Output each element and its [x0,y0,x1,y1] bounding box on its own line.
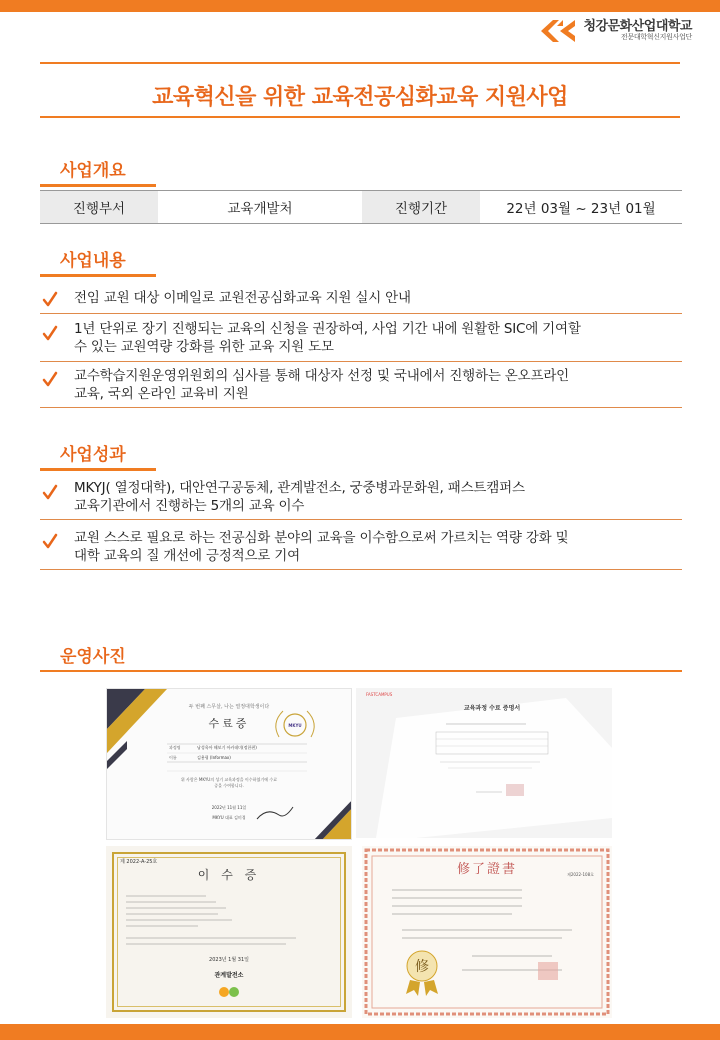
check-icon [42,371,58,387]
check-icon [42,325,58,341]
check-icon [42,484,58,500]
results-item-text [74,479,674,515]
content-item-line: 수 있는 교원역량 강화를 위한 교육 지원 도모 [74,339,334,355]
content-item [40,362,682,408]
content-underline [40,274,156,277]
content-item [40,314,682,362]
results-item [40,474,682,520]
top-accent-bar [0,0,720,12]
results-item-text [74,529,674,565]
logo-ck-icon [539,18,577,44]
results-item-line: MKYJ( 열정대학), 대안연구공동체, 관계발전소, 궁중병과문화원, 패스트캠퍼스 [74,480,525,496]
dept-value: 교육개발처 [227,201,293,217]
relation-date: 2023년 1월 31일 [209,957,249,963]
title-bottom-rule [40,116,680,118]
relation-text-lines [106,846,352,1018]
content-item-line: 1년 단위로 장기 진행되는 교육의 신청을 권장하여, 사업 기간 내에 원활한 SIC에 기여할 [74,321,581,337]
bottom-accent-bar [0,1024,720,1040]
mkyu-badge: MKYU [288,723,302,728]
results-item-line: 대학 교육의 질 개선에 긍정적으로 기여 [74,548,300,564]
logo-subtitle: 전문대학혁신지원사업단 [620,33,692,42]
photo-certificate-hanja [362,846,612,1018]
relation-title: 이 수 증 [197,868,261,882]
photos-heading: 운영사진 [60,647,126,667]
hanja-title: 修了證書 [456,862,517,877]
mkyu-course-label: 과정명 [169,745,181,750]
mkyu-issuer: MKYU 대표 김미경 [212,815,246,820]
results-item-line: 교원 스스로 필요로 하는 전공심화 분야의 교육을 이수함으로써 가르치는 역량 강화 및 [74,530,569,546]
results-underline [40,468,156,471]
results-item-line: 교육기관에서 진행하는 5개의 교육 이수 [74,498,305,514]
content-item-line: 교육, 국외 온라인 교육비 지원 [74,386,249,402]
mkyu-body: 위 사람은 MKYU의 성기 교육과정을 이수하였기에 수료증을 수여합니다. [180,777,278,788]
title-top-rule [40,62,680,64]
mkyu-name-label: 이름 [169,755,177,760]
overview-table [40,190,682,224]
mkyu-course-value: 남성육아 해보기 아카데미(정한편) [197,745,257,750]
dept-label: 진행부서 [40,191,158,223]
fastcampus-title: 교육과정 수료 증명서 [463,705,521,712]
page-title: 교육혁신을 위한 교육전공심화교육 지원사업 [152,85,568,110]
hanja-number: 제2022-108호 [567,872,594,877]
check-icon [42,291,58,307]
content-heading: 사업내용 [60,251,126,271]
overview-underline [40,184,156,187]
relation-issuer: 관계발전소 [214,972,244,979]
mkyu-name-value: 김용평 (Informax) [197,755,231,760]
results-heading: 사업성과 [60,445,126,465]
results-item [40,520,682,570]
relation-number: 제 2022-A-25호 [120,859,158,865]
hanja-seal: 修 [415,959,429,975]
photo-certificate-mkyu [106,688,352,840]
period-value: 22년 03월 ~ 23년 01월 [506,201,656,217]
content-item-text [74,367,674,403]
photo-certificate-fastcampus [356,688,612,838]
university-logo [539,18,692,44]
content-item-line: 교수학습지원운영위원회의 심사를 통해 대상자 선정 및 국내에서 진행하는 온오프라인 [74,368,570,384]
fastcampus-brand: FASTCAMPUS [366,692,393,697]
check-icon [42,533,58,549]
mkyu-title: 수료증 [208,717,250,730]
overview-heading: 사업개요 [60,161,126,181]
content-item [40,284,682,314]
photo-certificate-relationship [106,846,352,1018]
mkyu-top-text: 두 번째 스무살, 나는 열정대학생이다 [188,704,270,710]
content-item-text: 전임 교원 대상 이메일로 교원전공심화교육 지원 실시 안내 [74,290,411,306]
photos-rule [40,670,682,672]
period-label: 진행기간 [362,191,480,223]
logo-title: 청강문화산업대학교 [583,19,692,34]
mkyu-date: 2022년 11월 11일 [211,805,247,810]
content-item-text [74,320,674,356]
